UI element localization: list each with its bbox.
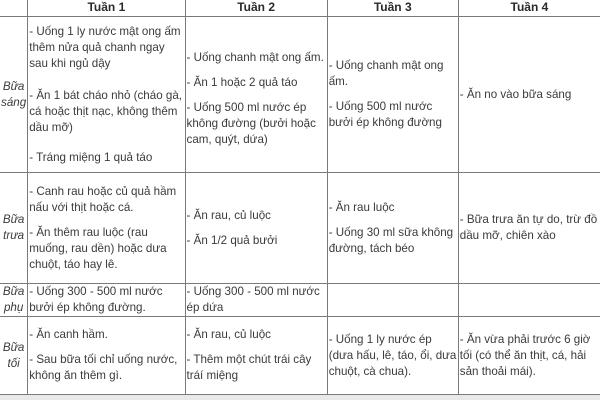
cell-item: - Uống chanh mật ong ấm. [186,50,324,64]
cell-dinner-week-1 [28,317,185,395]
cell-breakfast-week-1 [28,17,185,173]
header-meal [0,0,28,17]
cell-item: - Uống 300 - 500 ml nước ép dứa [186,285,320,314]
table-row-lunch [0,173,600,284]
cell-lunch-week-2 [185,173,327,284]
meal-label: Bữa trưa [0,173,28,284]
cell-breakfast-week-4 [458,17,600,173]
cell-dinner-week-4 [458,317,600,395]
cell-breakfast-week-3 [327,17,458,173]
cell-snack-week-4 [458,284,600,317]
cell-snack-week-1 [28,284,185,317]
cell-lunch-week-1 [28,173,185,284]
cell-item: - Bữa trưa ăn tự do, trừ đồ dầu mỡ, chiên xào [459,213,598,242]
cell-item: - Ăn thêm rau luộc (rau muống, rau dền) hoặc dưa chuột, táo hay lê. [29,225,167,271]
meal-label: Bữa tối [0,317,28,395]
header-week-4: Tuần 4 [458,0,600,17]
cell-dinner-week-3 [327,317,458,395]
cell-item: - Thêm một chút trái cây tráí miệng [186,353,312,382]
meal-label: Bữa phụ [0,284,28,317]
table-row-snack [0,284,600,317]
cell-item: - Ăn rau, củ luộc [186,208,271,222]
cell-item: - Sau bữa tối chỉ uống nước, không ăn thêm gì. [29,353,178,382]
header-row [0,0,600,17]
cell-item: - Uống 500 ml nước bưởi ép không đường [328,100,442,129]
cell-breakfast-week-2 [185,17,327,173]
header-week-3: Tuần 3 [327,0,458,17]
cell-snack-week-2 [185,284,327,317]
cell-item: - Ăn 1 bát cháo nhỏ (cháo gà, cá hoặc thịt nạc, không thêm dầu mỡ) [29,88,182,134]
cell-item: - Ăn canh hầm. [29,328,108,341]
table-row-breakfast [0,17,600,173]
header-week-1: Tuần 1 [28,0,185,17]
cell-item: - Uống 1 ly nước mật ong ấm thêm nửa quả chanh ngay sau khi ngủ dậy [29,24,181,70]
cell-item: - Uống 500 ml nước ép không đường (bưởi hoặc cam, quýt, dứa) [186,100,316,146]
cell-item: - Ăn rau, củ luộc [186,328,271,341]
cell-item: - Uống 300 - 500 ml nước bưởi ép không đường. [29,285,163,314]
cell-item: - Uống 30 ml sữa không đường, tách béo [328,225,454,255]
header-week-2: Tuần 2 [185,0,327,17]
cell-item: - Canh rau hoặc củ quả hầm nấu với thịt hoặc cá. [29,184,177,214]
cell-dinner-week-2 [185,317,327,395]
cell-lunch-week-4 [458,173,600,284]
cell-lunch-week-3 [327,173,458,284]
cell-item: - Ăn 1/2 quả bưởi [186,233,278,247]
cell-item: - Uống chanh mật ong ấm. [328,59,444,88]
table-row-dinner [0,317,600,395]
meal-label: Bữa sáng [0,17,28,173]
cell-item: - Tráng miệng 1 quả táo [29,150,153,164]
cell-item: - Uống 1 ly nước ép (dưa hấu, lê, táo, ổi, dưa chuột, cà chua). [328,332,457,378]
cell-item: - Ăn 1 hoặc 2 quả táo [186,75,298,89]
cell-item: - Ăn rau luộc [328,200,395,214]
cell-item: - Ăn no vào bữa sáng [459,87,572,101]
cell-snack-week-3 [327,284,458,317]
cell-item: - Ăn vừa phải trước 6 giờ tối (có thể ăn thịt, cá, hải sản thoải mái). [459,332,591,378]
